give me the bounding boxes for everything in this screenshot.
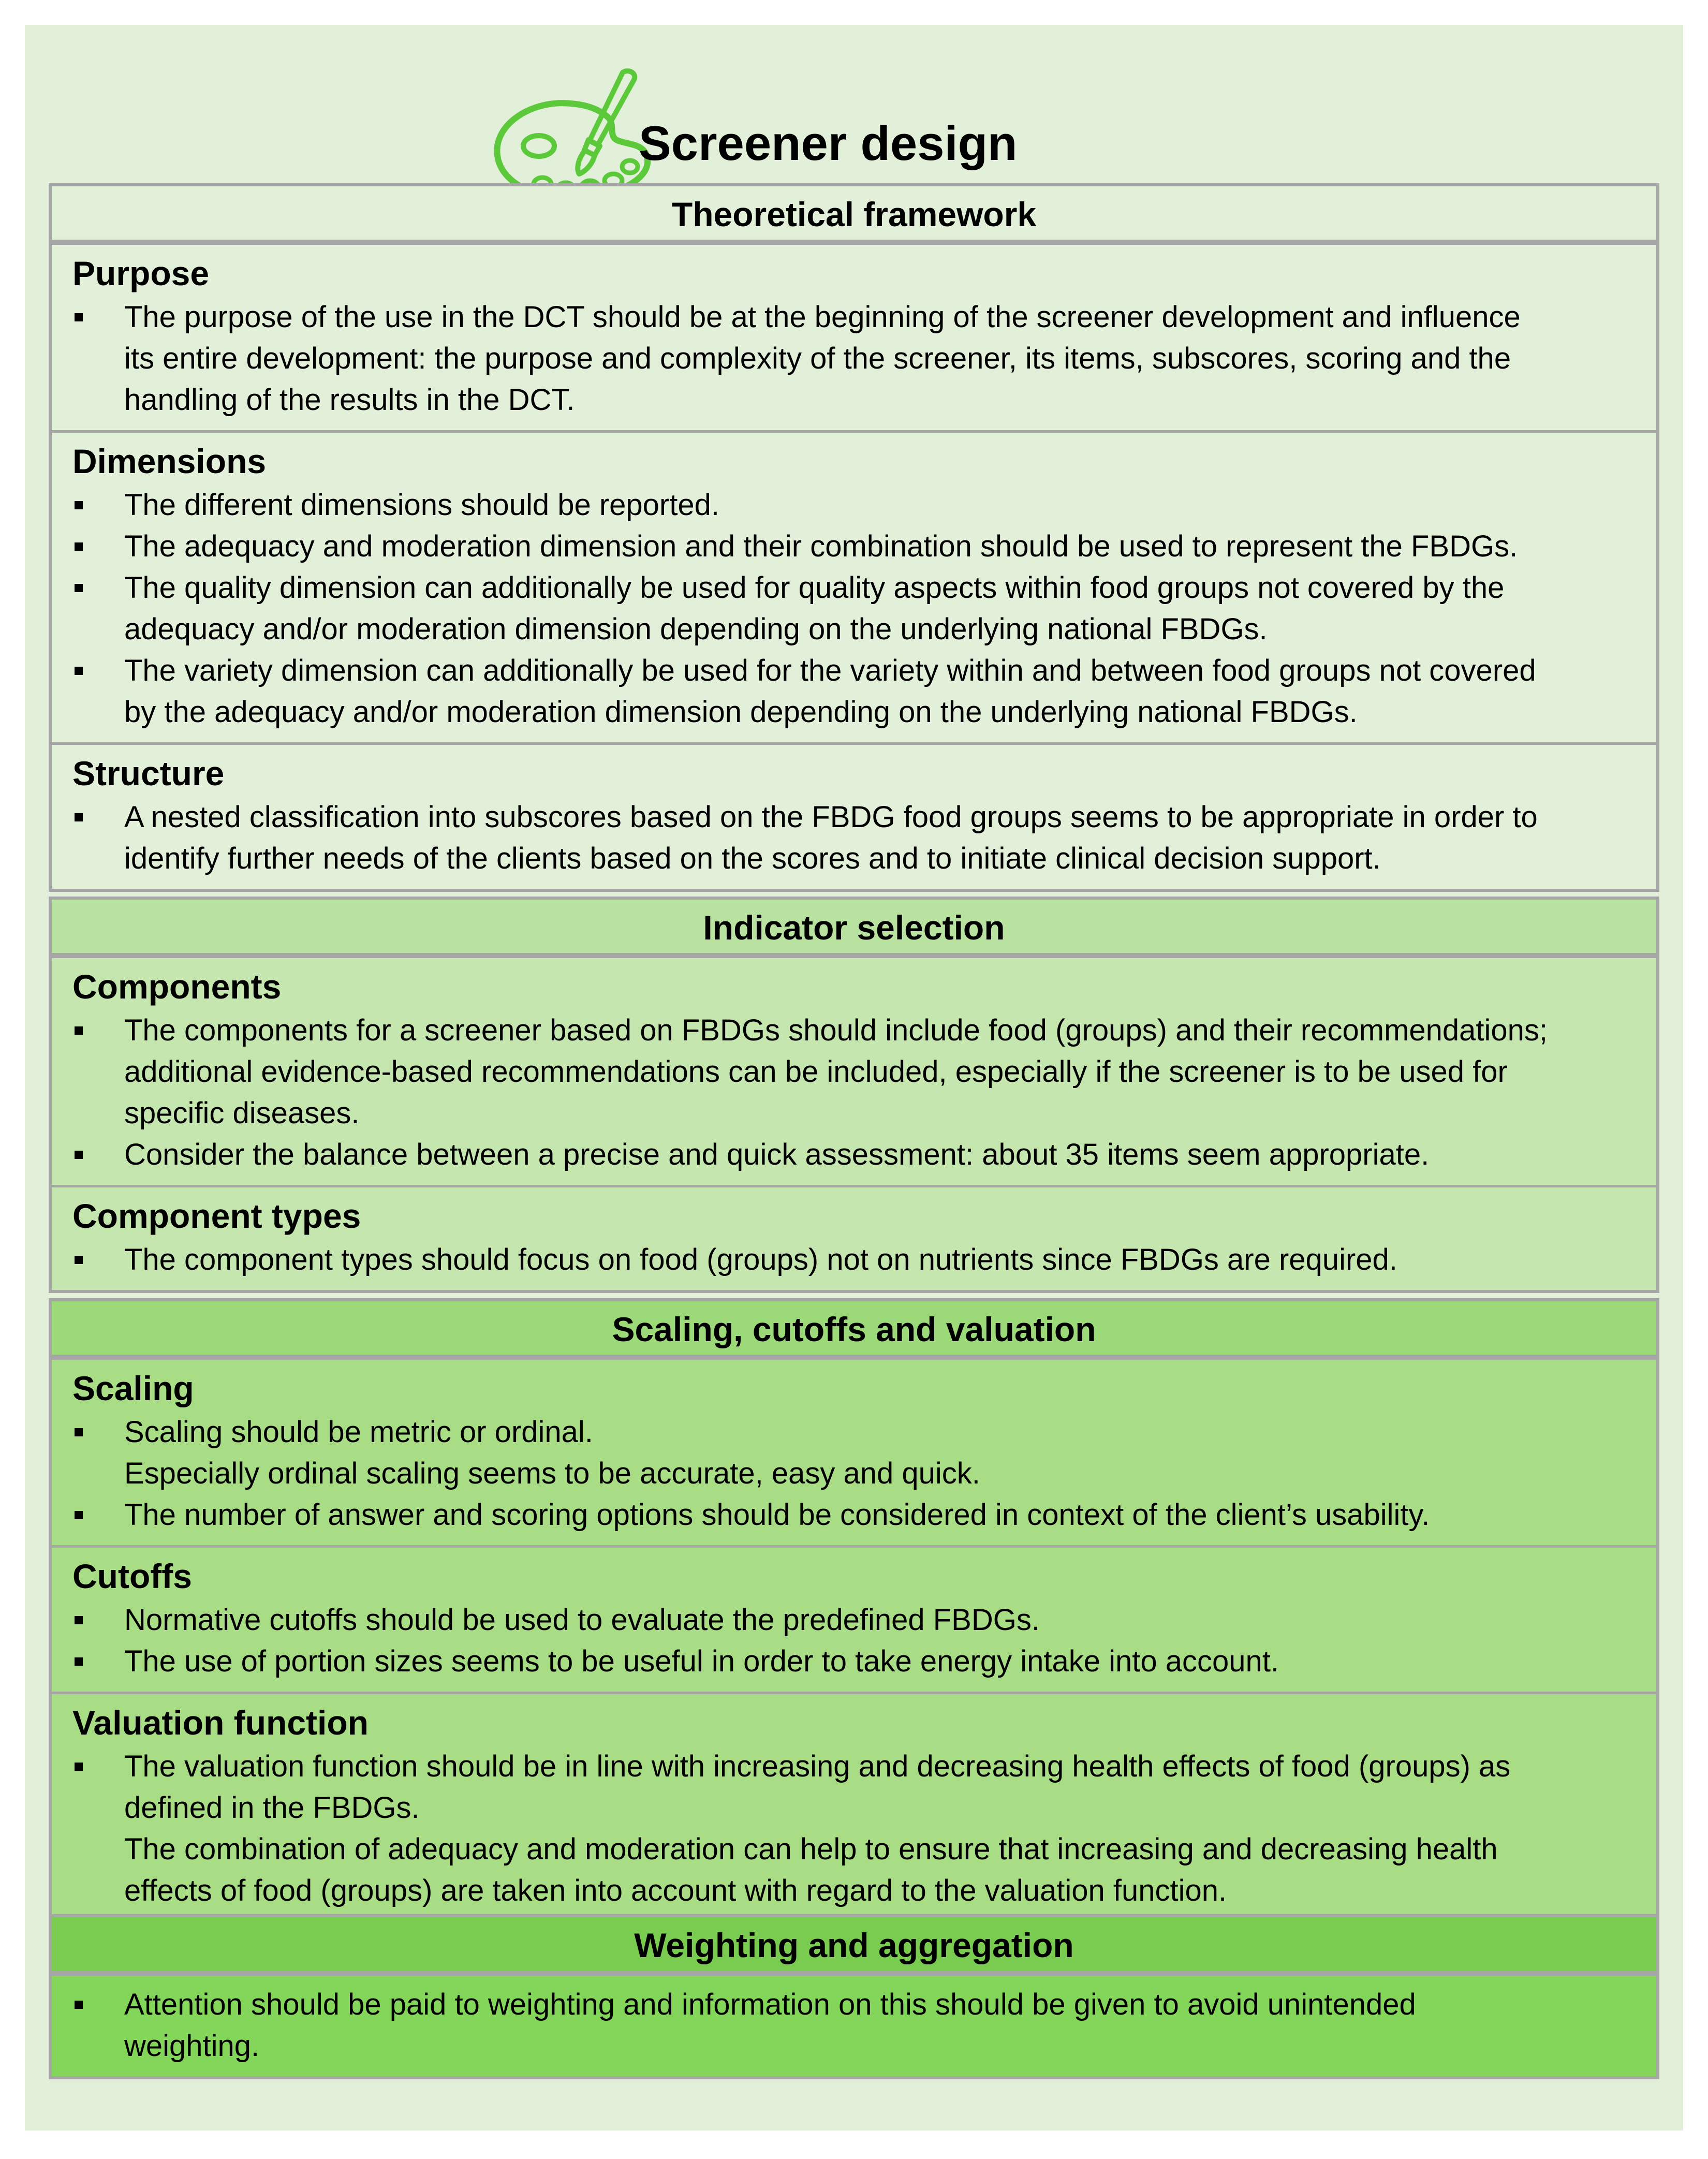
subsection-structure [52,742,1656,889]
list-item: The variety dimension can additionally be used for the variety within and between food groups not covered [72,650,1641,692]
list-item: The purpose of the use in the DCT should be at the beginning of the screener development and influence [72,297,1641,338]
list-item: The use of portion sizes seems to be useful in order to take energy intake into account. [72,1641,1641,1682]
screener-design-panel [25,25,1683,2131]
list-item: The different dimensions should be reported. [72,484,1641,526]
list-item-continuation: defined in the FBDGs. [124,1791,420,1825]
list-item: The quality dimension can additionally be used for quality aspects within food groups not covered by the [72,567,1641,609]
subsection-title: Scaling [72,1369,194,1407]
list-item-continuation: additional evidence-based recommendations can be included, especially if the screener is to be used for [124,1055,1508,1089]
list-item-continuation: specific diseases. [124,1096,360,1130]
list-item-continuation: handling of the results in the DCT. [124,383,575,417]
list-item-continuation: The combination of adequacy and moderation can help to ensure that increasing and decreasing health [124,1832,1498,1866]
list-item: The number of answer and scoring options should be considered in context of the client’s usability. [72,1494,1641,1536]
list-item-continuation: identify further needs of the clients based on the scores and to initiate clinical decision support. [124,842,1381,875]
list-item: Normative cutoffs should be used to evaluate the predefined FBDGs. [72,1599,1641,1641]
list-item-continuation: Especially ordinal scaling seems to be accurate, easy and quick. [124,1457,980,1490]
list-item: Scaling should be metric or ordinal. [72,1412,1641,1453]
subsection-title: Component types [72,1197,361,1235]
subsection-component-types [52,1185,1656,1290]
subsection-title: Structure [72,754,225,792]
subsection-title: Purpose [72,254,210,292]
list-item: The adequacy and moderation dimension and their combination should be used to represent the FBDGs. [72,526,1641,567]
list-item-continuation: its entire development: the purpose and complexity of the screener, its items, subscores, scoring and the [124,342,1511,375]
list-item: The component types should focus on food (groups) not on nutrients since FBDGs are required. [72,1239,1641,1281]
subsection-dimensions [52,430,1656,742]
subsection-purpose [52,242,1656,430]
subsection-title: Components [72,967,282,1006]
section-theoretical-framework [49,183,1659,892]
subsection-title: Valuation function [72,1703,369,1742]
subsection-cutoffs [52,1545,1656,1692]
list-item: Attention should be paid to weighting and information on this should be given to avoid unintended [72,1984,1641,2025]
list-item-continuation: effects of food (groups) are taken into account with regard to the valuation function. [124,1874,1227,1907]
list-item: A nested classification into subscores based on the FBDG food groups seems to be appropriate in order to [72,797,1641,838]
page-title: Screener design [639,116,1018,170]
section-scaling-cutoffs-valuation [49,1298,1659,1924]
section-header: Weighting and aggregation [52,1917,1656,1973]
subsection-components [52,956,1656,1185]
section-header: Scaling, cutoffs and valuation [52,1301,1656,1357]
list-item: The valuation function should be in line with increasing and decreasing health effects of food (groups) as [72,1746,1641,1787]
section-header: Indicator selection [52,900,1656,956]
section-header: Theoretical framework [52,186,1656,242]
subsection-scaling [52,1357,1656,1545]
subsection-weighting [52,1973,1656,2076]
list-item: Consider the balance between a precise and quick assessment: about 35 items seem appropriate. [72,1134,1641,1176]
list-item-continuation: by the adequacy and/or moderation dimension depending on the underlying national FBDGs. [124,695,1358,729]
subsection-valuation-function [52,1692,1656,1921]
subsection-title: Dimensions [72,442,267,480]
list-item-continuation: adequacy and/or moderation dimension depending on the underlying national FBDGs. [124,612,1268,646]
section-weighting-aggregation [49,1914,1659,2079]
subsection-title: Cutoffs [72,1557,192,1595]
list-item-continuation: weighting. [124,2029,260,2063]
section-indicator-selection [49,897,1659,1293]
list-item: The components for a screener based on FBDGs should include food (groups) and their recommendations; [72,1010,1641,1051]
